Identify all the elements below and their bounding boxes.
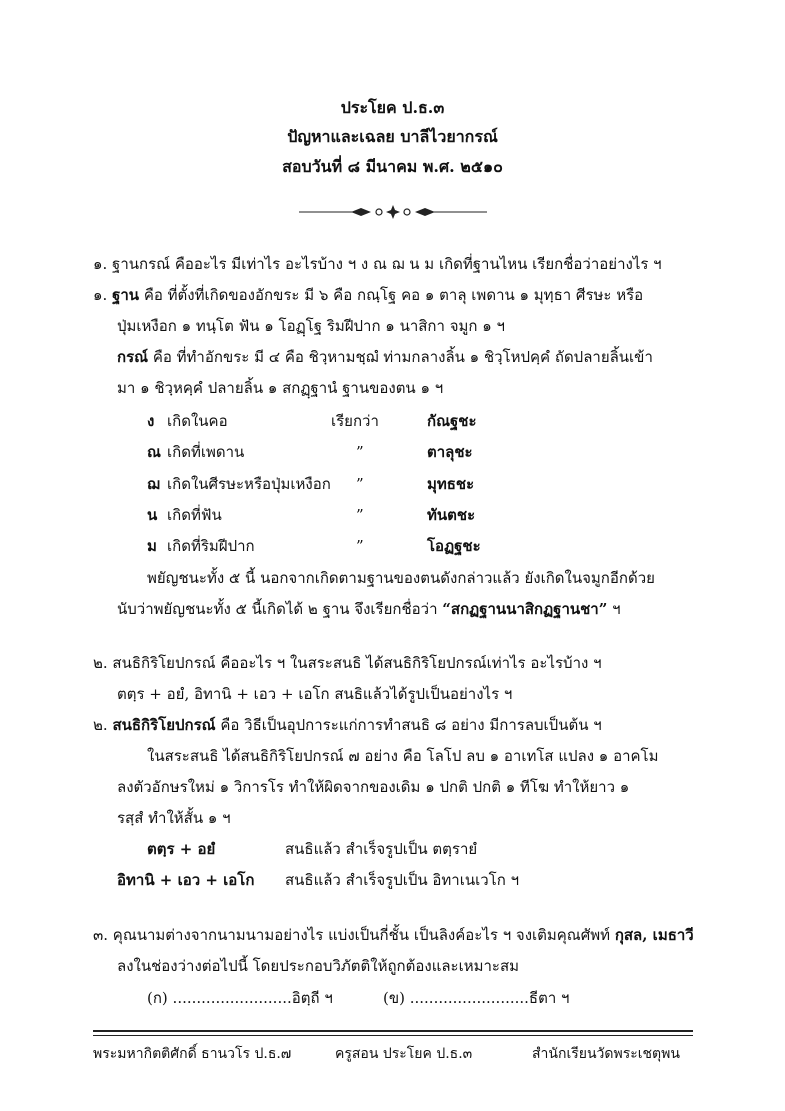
q2-question-line2: ตตฺร + อยํ, อิทานิ + เอว + เอโก สนธิแล้วได้รูปเป็นอย่างไร ฯ (117, 685, 513, 703)
q2-answer-line2: ในสระสนธิ ได้สนธิกิริโยปกรณ์ ๗ อย่าง คือ โลโป ลบ ๑ อาเทโส แปลง ๑ อาคโม (147, 747, 659, 765)
footer-place: สำนักเรียนวัดพระเชตุพน (532, 1046, 680, 1062)
q3-blank-a: (ก) .........................อิตฺถี ฯ (147, 989, 333, 1007)
header-date: สอบวันที่ ๘ มีนาคม พ.ศ. ๒๕๑๐ (282, 157, 503, 176)
consonant-desc: เกิดในคอ (167, 412, 228, 430)
consonant-mid: ” (356, 443, 364, 461)
q1-question: ๑. ฐานกรณ์ คืออะไร มีเท่าไร อะไรบ้าง ฯ ง ณ ฌ น ม เกิดที่ฐานไหน เรียกชื่อว่าอย่างไร ฯ (93, 255, 662, 273)
q2-answer-term: สนธิกิริโยปกรณ์ (112, 716, 216, 734)
q1-note-line2 (117, 599, 621, 619)
footer-role: ครูสอน ประโยค ป.ธ.๓ (335, 1046, 473, 1062)
consonant-desc: เกิดในศีรษะหรือปุ่มเหงือก (167, 475, 331, 493)
consonant-mid: ” (356, 475, 364, 493)
q2-answer-text: คือ วิธีเป็นอุปการะแก่การทำสนธิ ๘ อย่าง มีการลบเป็นต้น ฯ (220, 716, 602, 734)
q1-karana-term: กรณ์ (117, 348, 149, 366)
q3-question-text: ๓. คุณนามต่างจากนามนามอย่างไร แบ่งเป็นกี่ชั้น เป็นลิงค์อะไร ฯ จงเติมคุณศัพท์ (93, 926, 611, 944)
q2-answer-line4: รสฺสํ ทำให้สั้น ๑ ฯ (117, 809, 231, 827)
header-subtitle: ปัญหาและเฉลย บาลีไวยากรณ์ (287, 127, 498, 146)
consonant-mid: เรียกว่า (331, 412, 379, 430)
consonant-name: กัณฐชะ (427, 412, 477, 430)
footer-author: พระมหากิตติศักดิ์ ธานวโร ป.ธ.๗ (93, 1046, 292, 1062)
q1-karana-line1 (117, 347, 653, 367)
q1-karana-line2: มา ๑ ชิวฺหคฺคํ ปลายลิ้น ๑ สกฏฺฐานํ ฐานของตน ๑ ฯ (117, 379, 444, 397)
q3-blank-b: (ข) .........................ธีตา ฯ (383, 989, 570, 1007)
q1-answer-number: ๑. (93, 286, 108, 304)
consonant-name: ทันตชะ (427, 506, 476, 524)
q2-answer-number: ๒. (93, 716, 108, 734)
consonant-name: มุทธชะ (427, 475, 475, 493)
footer-rule-thick (93, 1030, 693, 1032)
q1-note-end: ฯ (612, 600, 621, 618)
q1-note-term: “สกฏฐานนาสิกฏฐานชา” (442, 600, 608, 618)
consonant-name: ตาลุชะ (427, 443, 473, 461)
consonant-desc: เกิดที่ฟัน (167, 506, 222, 524)
q2-example-term: อิทานิ + เอว + เอโก (117, 871, 255, 889)
consonant-letter: ม (147, 537, 157, 555)
consonant-mid: ” (356, 506, 364, 524)
consonant-letter: ง (147, 412, 155, 430)
q1-answer-line1 (93, 285, 643, 305)
footer-rule-thin (93, 1035, 693, 1036)
consonant-mid: ” (356, 537, 364, 555)
q2-question-line1: ๒. สนธิกิริโยปกรณ์ คืออะไร ฯ ในสระสนธิ ได้สนธิกิริโยปกรณ์เท่าไร อะไรบ้าง ฯ (93, 654, 602, 672)
q3-question-line1 (93, 925, 694, 945)
consonant-desc: เกิดที่เพดาน (167, 443, 245, 461)
q1-answer-term: ฐาน (112, 286, 140, 304)
q1-karana-text: คือ ที่ทำอักขระ มี ๔ คือ ชิวฺหามชฺฌํ ท่ามกลางลิ้น ๑ ชิวฺโหปคฺคํ ถัดปลายลิ้นเข้า (152, 348, 653, 366)
consonant-letter: น (147, 506, 158, 524)
q1-note-text: นับว่าพยัญชนะทั้ง ๕ นี้เกิดได้ ๒ ฐาน จึงเรียกชื่อว่า (117, 600, 438, 618)
consonant-letter: ณ (147, 443, 161, 461)
q1-answer-line2: ปุ่มเหงือก ๑ ทนฺโต ฟัน ๑ โอฏฺโฐ ริมฝีปาก ๑ นาสิกา จมูก ๑ ฯ (117, 317, 505, 335)
consonant-name: โอฏฐชะ (427, 537, 481, 555)
q3-question-terms: กุสล, เมธาวี (614, 926, 694, 944)
q1-note-line1: พยัญชนะทั้ง ๕ นี้ นอกจากเกิดตามฐานของตนดังกล่าวแล้ว ยังเกิดในจมูกอีกด้วย (147, 569, 655, 587)
header-title: ประโยค ป.ธ.๓ (340, 98, 445, 117)
q3-question-line2: ลงในช่องว่างต่อไปนี้ โดยประกอบวิภัตติให้ถูกต้องและเหมาะสม (117, 957, 520, 975)
q2-example-term: ตตฺร + อยํ (147, 840, 216, 858)
q1-answer-text: คือ ที่ตั้งที่เกิดของอักขระ มี ๖ คือ กณฺโฐ คอ ๑ ตาลุ เพดาน ๑ มุทฺธา ศีรษะ หรือ (143, 286, 644, 304)
q2-answer-line3: ลงตัวอักษรใหม่ ๑ วิการโร ทำให้ผิดจากของเดิม ๑ ปกติ ปกติ ๑ ทีโฆ ทำให้ยาว ๑ (117, 778, 630, 796)
consonant-letter: ฌ (147, 475, 160, 493)
q2-example-result: สนธิแล้ว สำเร็จรูปเป็น อิทาเนเวโก ฯ (285, 871, 519, 889)
q2-answer-line1 (93, 715, 602, 735)
consonant-desc: เกิดที่ริมฝีปาก (167, 537, 255, 555)
ornament-divider (299, 202, 487, 222)
q2-example-result: สนธิแล้ว สำเร็จรูปเป็น ตตฺรายํ (285, 840, 478, 858)
